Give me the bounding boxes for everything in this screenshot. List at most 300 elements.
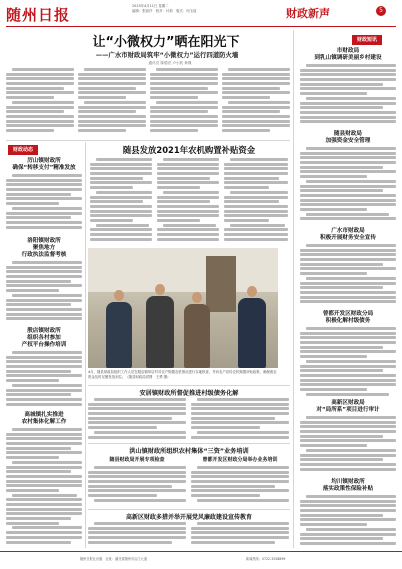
- text-line: [224, 200, 279, 203]
- text-line: [300, 106, 383, 109]
- text-line: [6, 508, 82, 511]
- left-brief-title-2: 洛阳镇财政所 聚焦地方 行政执法监督考核: [21, 238, 67, 258]
- text-line: [306, 213, 389, 216]
- text-line: [157, 172, 219, 175]
- text-line: [222, 77, 290, 80]
- center-article-col-1: [90, 158, 152, 244]
- text-line: [300, 379, 396, 382]
- text-line: [6, 202, 59, 205]
- text-line: [90, 186, 133, 189]
- text-line: [90, 214, 152, 217]
- text-line: [300, 166, 383, 169]
- left-section-tag: 财政动态: [8, 145, 38, 155]
- text-line: [12, 428, 82, 431]
- text-line: [300, 509, 396, 512]
- text-line: [6, 370, 71, 373]
- text-line: [6, 489, 59, 492]
- lead-article-col-3: [150, 68, 218, 136]
- mid-rule-3: [88, 509, 290, 510]
- text-line: [84, 101, 146, 104]
- text-line: [157, 238, 219, 241]
- text-line: [6, 313, 82, 316]
- text-line: [230, 224, 285, 227]
- text-line: [90, 210, 152, 213]
- text-line: [157, 196, 219, 199]
- text-line: [96, 224, 149, 227]
- text-line: [12, 351, 82, 354]
- left-brief-body-1: [6, 174, 82, 234]
- text-line: [88, 421, 186, 424]
- text-line: [90, 167, 152, 170]
- mid-article-4-body: [191, 466, 289, 506]
- text-line: [197, 398, 289, 401]
- text-line: [6, 87, 64, 90]
- text-line: [197, 522, 289, 525]
- text-line: [12, 494, 77, 497]
- text-line: [88, 494, 157, 497]
- lead-article-col-1: [6, 68, 74, 136]
- text-line: [300, 369, 383, 372]
- text-line: [300, 518, 396, 521]
- text-line: [300, 87, 396, 90]
- text-line: [300, 523, 367, 526]
- lead-subheadline: ——广水市财政局筑牢“小微权力”运行四道防火墙: [95, 51, 239, 59]
- text-line: [163, 191, 219, 194]
- text-line: [300, 514, 383, 517]
- text-line: [150, 87, 208, 90]
- text-line: [300, 300, 396, 303]
- text-line: [78, 120, 146, 123]
- text-line: [6, 266, 82, 269]
- text-line: [300, 194, 396, 197]
- text-line: [78, 124, 146, 127]
- text-line: [300, 249, 396, 252]
- text-line: [300, 185, 396, 188]
- text-line: [12, 101, 74, 104]
- text-line: [300, 208, 367, 211]
- text-line: [6, 216, 71, 219]
- text-line: [88, 485, 172, 488]
- text-line: [300, 336, 396, 339]
- text-line: [150, 129, 198, 132]
- text-line: [300, 504, 396, 507]
- text-line: [78, 110, 136, 113]
- text-line: [197, 499, 289, 502]
- text-line: [300, 253, 396, 256]
- text-line: [300, 203, 396, 206]
- text-line: [6, 226, 82, 229]
- text-line: [191, 421, 289, 424]
- text-line: [6, 503, 82, 506]
- text-line: [300, 282, 396, 285]
- text-line: [6, 120, 74, 123]
- text-line: [88, 489, 186, 492]
- text-line: [224, 196, 288, 199]
- text-line: [90, 163, 152, 166]
- right-brief-body-6: [300, 495, 396, 547]
- text-line: [306, 64, 396, 67]
- text-line: [224, 205, 288, 208]
- left-brief-body-2: [6, 261, 82, 323]
- text-line: [300, 286, 383, 289]
- text-line: [6, 393, 71, 396]
- text-line: [6, 299, 82, 302]
- left-brief-body-3: [6, 351, 82, 409]
- right-brief-title-6: 均川镇财政所 落实政策性保险补贴: [322, 479, 374, 492]
- text-line: [88, 436, 186, 439]
- text-line: [90, 238, 152, 241]
- text-line: [300, 291, 396, 294]
- text-line: [6, 275, 82, 278]
- text-line: [157, 181, 219, 184]
- text-line: [300, 537, 383, 540]
- left-brief-body-4: [6, 428, 82, 546]
- text-line: [306, 97, 396, 100]
- text-line: [88, 412, 186, 415]
- text-line: [306, 416, 396, 419]
- text-line: [306, 147, 396, 150]
- mid-article-1-col-2: [191, 398, 289, 440]
- text-line: [300, 346, 383, 349]
- text-line: [150, 91, 218, 94]
- text-line: [300, 421, 396, 424]
- text-line: [88, 541, 172, 544]
- text-line: [228, 101, 290, 104]
- text-line: [6, 437, 82, 440]
- left-sidebar-divider: [85, 142, 86, 548]
- text-line: [6, 77, 74, 80]
- text-line: [222, 96, 270, 99]
- text-line: [6, 284, 82, 287]
- text-line: [12, 384, 82, 387]
- text-line: [88, 531, 186, 534]
- text-line: [224, 233, 288, 236]
- text-line: [12, 261, 82, 264]
- text-line: [90, 205, 152, 208]
- text-line: [191, 471, 289, 474]
- left-brief-title-4: 高城镇扎实推进 农村集体化解工作: [21, 412, 67, 425]
- right-brief-title-2: 随县财政局 加强资金安全管理: [325, 131, 371, 144]
- text-line: [300, 444, 367, 447]
- text-line: [88, 417, 172, 420]
- masthead-rule: [6, 26, 396, 27]
- text-line: [6, 360, 82, 363]
- center-headline: 随县发放2021年农机购置补贴资金: [122, 145, 256, 155]
- text-line: [300, 365, 396, 368]
- text-line: [222, 124, 290, 127]
- center-article-col-3: [224, 158, 288, 244]
- text-line: [78, 87, 136, 90]
- news-photo: [88, 248, 278, 368]
- text-line: [191, 412, 289, 415]
- text-line: [6, 541, 71, 544]
- mid-article-3-body: [88, 466, 186, 506]
- text-line: [222, 120, 290, 123]
- text-line: [306, 244, 396, 247]
- text-line: [306, 449, 396, 452]
- text-line: [94, 431, 186, 434]
- text-line: [300, 374, 396, 377]
- text-line: [6, 475, 82, 478]
- text-line: [300, 383, 396, 386]
- lead-article-col-4: [222, 68, 290, 136]
- text-line: [78, 82, 146, 85]
- text-line: [12, 526, 82, 529]
- text-line: [6, 82, 74, 85]
- right-brief-body-4: [300, 327, 396, 397]
- text-line: [222, 115, 290, 118]
- text-line: [6, 115, 74, 118]
- text-line: [222, 106, 290, 109]
- text-line: [300, 341, 396, 344]
- text-line: [6, 197, 82, 200]
- text-line: [157, 228, 219, 231]
- right-brief-title-5: 高新区财政局 对“局所系”项目进行审计: [316, 400, 380, 413]
- text-line: [300, 175, 367, 178]
- text-line: [300, 388, 367, 391]
- text-line: [12, 68, 74, 71]
- text-line: [12, 207, 82, 210]
- text-line: [78, 91, 146, 94]
- text-line: [6, 517, 71, 520]
- text-line: [224, 228, 288, 231]
- photo-head-3: [192, 292, 202, 303]
- text-line: [150, 120, 218, 123]
- text-line: [300, 116, 396, 119]
- mid-headline-4: 曾都开发区财政分局举办业务培训: [202, 457, 278, 463]
- text-line: [88, 527, 186, 530]
- text-line: [157, 200, 210, 203]
- text-line: [90, 228, 152, 231]
- text-line: [156, 68, 218, 71]
- text-line: [78, 77, 146, 80]
- photo-caption: 4月，随县财政局组织工作人员在殷店镇草店村对农户购置农机情况进行实地核查，并向农户宣传农机购置补贴政策，确保惠农资金及时足额发放到位。（随县财政局供图 王勇 摄）: [88, 370, 277, 379]
- text-line: [300, 458, 383, 461]
- text-line: [6, 451, 82, 454]
- text-line: [191, 494, 260, 497]
- page-footer: [0, 551, 402, 569]
- lead-bottom-rule: [6, 140, 290, 141]
- text-line: [90, 177, 143, 180]
- footer-hotline: 新闻热线：0722-3258899: [246, 557, 286, 561]
- text-line: [90, 172, 152, 175]
- text-line: [6, 73, 74, 76]
- text-line: [300, 454, 396, 457]
- left-brief-title-3: 殷店镇财政所 组织各村参加 产权平台操作培训: [21, 328, 67, 348]
- text-line: [12, 174, 82, 177]
- text-line: [6, 212, 82, 215]
- text-line: [6, 379, 59, 382]
- text-line: [191, 480, 289, 483]
- text-line: [96, 191, 152, 194]
- text-line: [6, 522, 59, 525]
- text-line: [6, 442, 82, 445]
- text-line: [90, 200, 143, 203]
- text-line: [157, 167, 219, 170]
- text-line: [197, 466, 289, 469]
- issue-date: 2023年4月11日 星期二: [132, 4, 169, 8]
- text-line: [6, 280, 71, 283]
- center-article-col-2: [157, 158, 219, 244]
- editor-line: 编辑：张丽莎 校对：付莉 版式：何玉瑶: [132, 9, 197, 13]
- text-line: [300, 463, 396, 466]
- text-line: [78, 96, 126, 99]
- text-line: [222, 110, 280, 113]
- text-line: [306, 327, 396, 330]
- text-line: [12, 461, 82, 464]
- text-line: [88, 475, 186, 478]
- text-line: [150, 106, 218, 109]
- text-line: [84, 68, 146, 71]
- lead-article-col-2: [78, 68, 146, 136]
- text-line: [6, 356, 82, 359]
- text-line: [94, 522, 186, 525]
- page-number-badge: 5: [376, 6, 386, 16]
- text-line: [300, 350, 396, 353]
- text-line: [191, 407, 289, 410]
- text-line: [6, 403, 82, 406]
- text-line: [300, 258, 396, 261]
- text-line: [78, 115, 146, 118]
- text-line: [94, 499, 186, 502]
- text-line: [90, 233, 152, 236]
- text-line: [6, 498, 82, 501]
- mid-headline-5: 高新区财政多措并举开展党风廉政建设宣传教育: [125, 514, 252, 521]
- text-line: [224, 167, 288, 170]
- right-sidebar-divider: [293, 30, 294, 548]
- text-line: [306, 528, 396, 531]
- issue-meta: [132, 4, 248, 14]
- text-line: [6, 124, 74, 127]
- text-line: [6, 129, 54, 132]
- text-line: [163, 158, 219, 161]
- text-line: [78, 129, 126, 132]
- text-line: [6, 480, 82, 483]
- text-line: [6, 303, 71, 306]
- text-line: [157, 163, 219, 166]
- text-line: [222, 73, 290, 76]
- photo-person-4: [238, 298, 266, 368]
- text-line: [157, 205, 219, 208]
- text-line: [224, 219, 269, 222]
- text-line: [300, 435, 383, 438]
- photo-head-1: [114, 290, 124, 301]
- text-line: [300, 156, 396, 159]
- footer-publisher: 随州日报社出版 社址：湖北省随州市沿江大道: [80, 557, 147, 561]
- text-line: [6, 447, 71, 450]
- mid-headline-3: 随县财政局开展专项检查: [109, 457, 165, 463]
- text-line: [300, 272, 367, 275]
- text-line: [6, 433, 82, 436]
- text-line: [300, 170, 396, 173]
- text-line: [6, 398, 82, 401]
- text-line: [300, 425, 396, 428]
- right-brief-body-2: [300, 147, 396, 225]
- text-line: [300, 439, 396, 442]
- text-line: [6, 466, 82, 469]
- text-line: [306, 180, 396, 183]
- text-line: [222, 87, 280, 90]
- text-line: [12, 294, 82, 297]
- text-line: [6, 389, 82, 392]
- text-line: [197, 431, 289, 434]
- text-line: [222, 82, 290, 85]
- text-line: [6, 110, 64, 113]
- text-line: [94, 466, 186, 469]
- text-line: [96, 158, 152, 161]
- text-line: [300, 267, 396, 270]
- text-line: [300, 152, 396, 155]
- text-line: [300, 111, 396, 114]
- text-line: [300, 332, 396, 335]
- lead-headline: 让“小微权力”晒在阳光下: [92, 35, 240, 50]
- text-line: [94, 398, 186, 401]
- text-line: [300, 92, 367, 95]
- text-line: [306, 360, 396, 363]
- right-brief-body-3: [300, 244, 396, 308]
- text-line: [300, 189, 383, 192]
- text-line: [88, 407, 186, 410]
- text-line: [150, 77, 218, 80]
- right-brief-title-4: 曾都开发区财政分局 积极化解村级债务: [322, 311, 374, 324]
- text-line: [224, 238, 288, 241]
- text-line: [230, 191, 288, 194]
- text-line: [224, 172, 288, 175]
- text-line: [157, 233, 219, 236]
- text-line: [306, 495, 396, 498]
- text-line: [6, 365, 82, 368]
- text-line: [300, 217, 396, 220]
- text-line: [150, 96, 198, 99]
- text-line: [90, 219, 133, 222]
- right-brief-body-1: [300, 64, 396, 128]
- mid-article-5-col-1: [88, 522, 186, 548]
- text-line: [300, 355, 367, 358]
- text-line: [300, 199, 396, 202]
- text-line: [300, 263, 383, 266]
- photo-door: [206, 256, 236, 312]
- mid-headline-2: 洪山镇财政所组织农村集体“三资”业务培训: [129, 448, 249, 455]
- text-line: [150, 124, 218, 127]
- text-line: [157, 186, 200, 189]
- text-line: [300, 468, 396, 471]
- text-line: [88, 471, 186, 474]
- text-line: [306, 277, 396, 280]
- text-line: [6, 91, 74, 94]
- right-brief-body-5: [300, 416, 396, 476]
- text-line: [300, 102, 396, 105]
- photo-person-1: [106, 302, 132, 368]
- text-line: [300, 500, 396, 503]
- text-line: [191, 417, 275, 420]
- text-line: [157, 177, 210, 180]
- text-line: [6, 531, 82, 534]
- text-line: [6, 456, 59, 459]
- text-line: [224, 181, 288, 184]
- text-line: [6, 512, 82, 515]
- text-line: [191, 531, 289, 534]
- text-line: [191, 489, 289, 492]
- text-line: [6, 183, 82, 186]
- text-line: [90, 181, 152, 184]
- text-line: [230, 158, 288, 161]
- text-line: [88, 426, 157, 429]
- text-line: [191, 403, 289, 406]
- text-line: [6, 484, 82, 487]
- text-line: [224, 214, 288, 217]
- text-line: [191, 426, 260, 429]
- text-line: [6, 193, 71, 196]
